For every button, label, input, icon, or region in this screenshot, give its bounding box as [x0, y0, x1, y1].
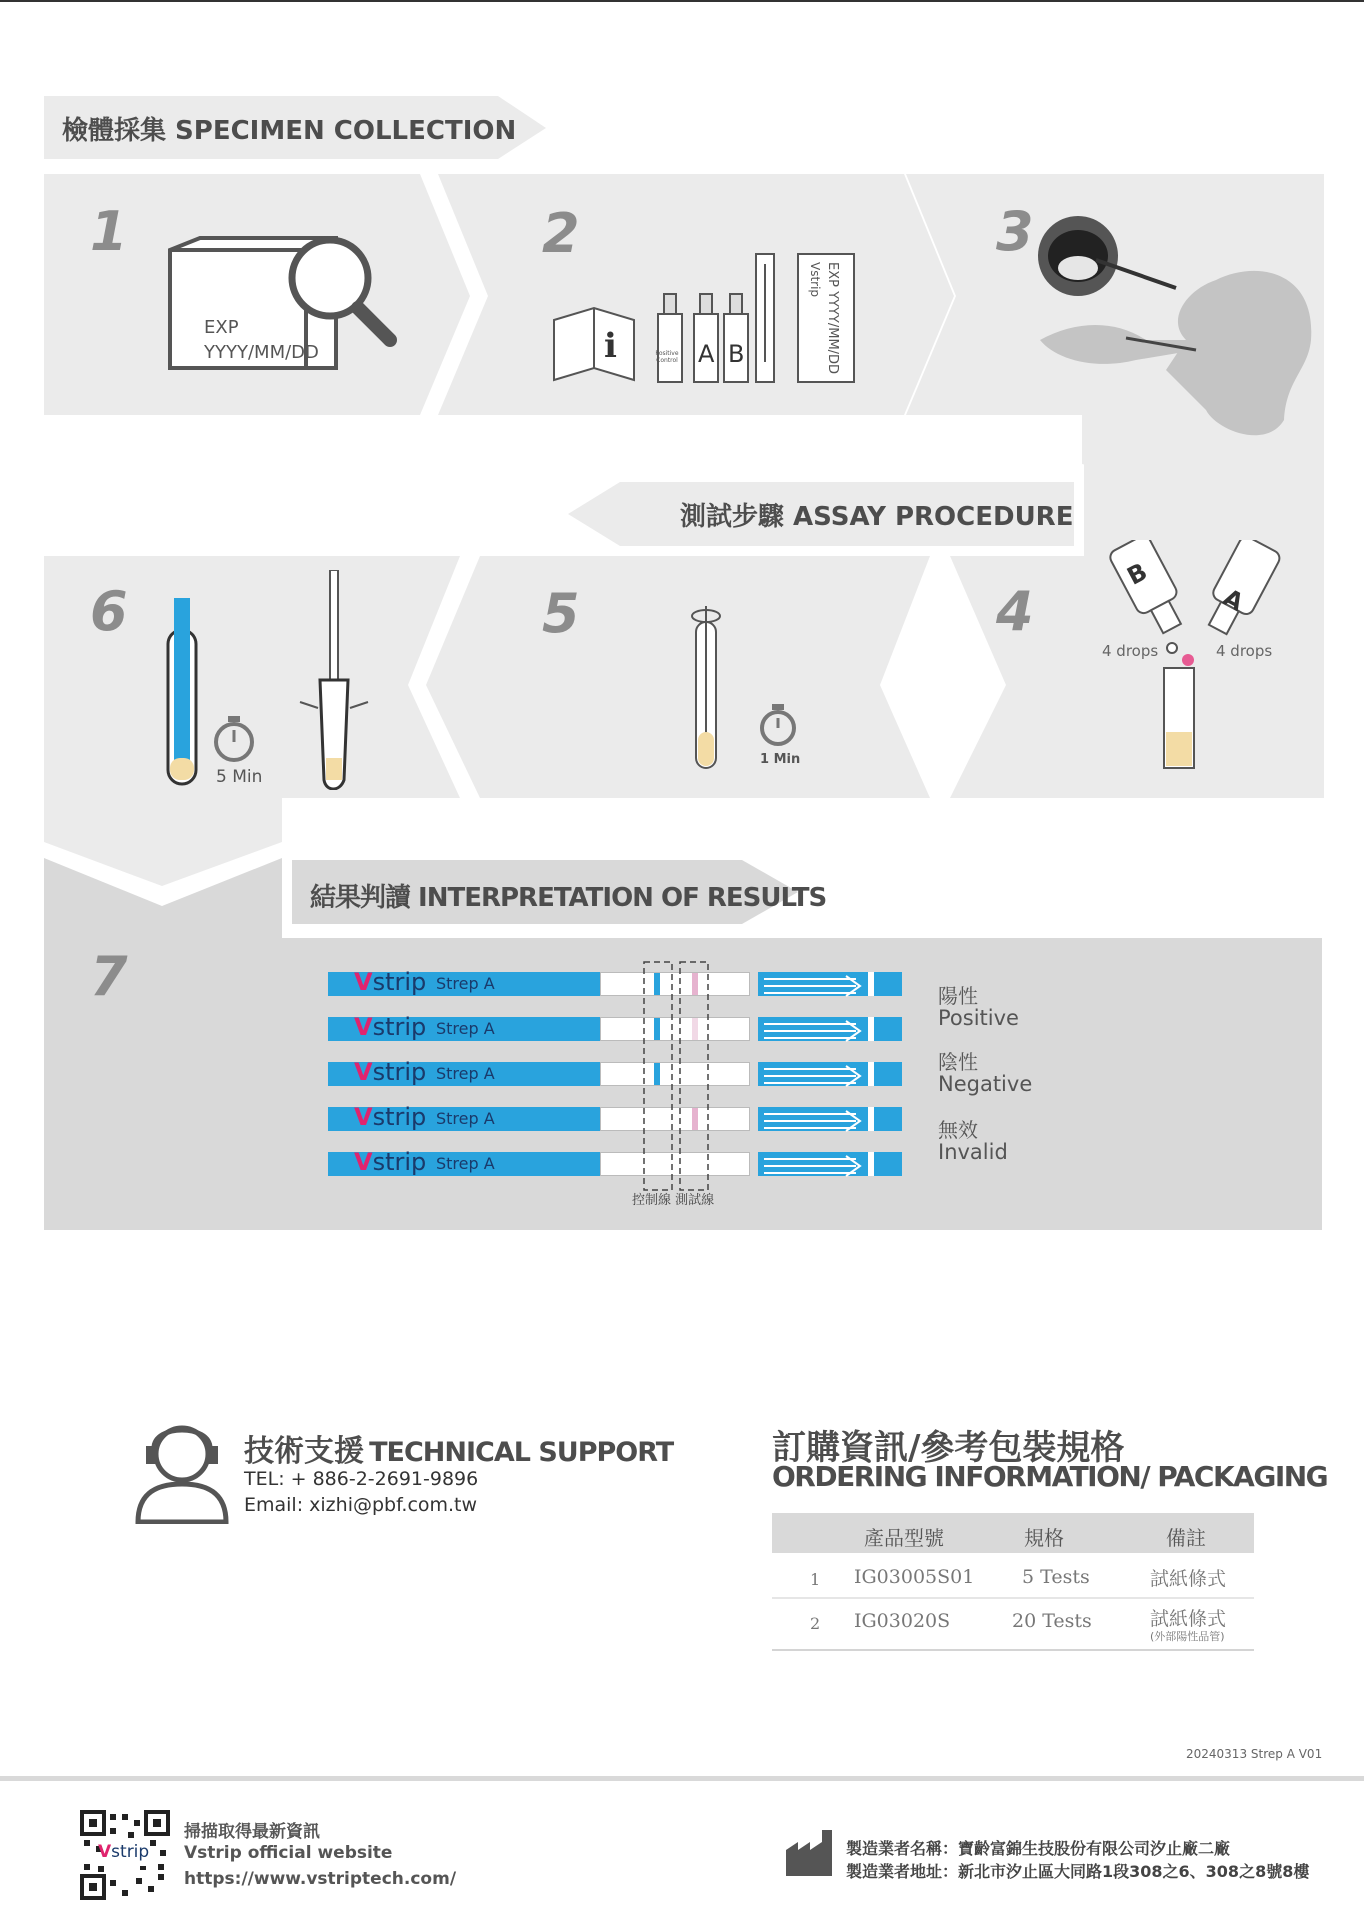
pouch-brand: Vstrip: [808, 262, 822, 298]
strip-name: Strep A: [436, 974, 495, 993]
manufacturer-address: 製造業者地址：新北市汐止區大同路1段308之6、308之8號8樓: [846, 1862, 1310, 1881]
one-minute-label: 1 Min: [760, 752, 801, 767]
negative-label-zh: 陰性: [938, 1050, 978, 1074]
support-title: [244, 1426, 673, 1470]
qr-brand-rest: strip: [111, 1842, 150, 1862]
test-line: [692, 1018, 698, 1040]
strip-in-tube-icon: [160, 570, 380, 790]
website-link[interactable]: https://www.vstriptech.com/: [184, 1869, 457, 1889]
row-2-code: IG03020S: [854, 1610, 951, 1632]
vial-a-label: A: [698, 340, 715, 368]
exp-date: YYYY/MM/DD: [204, 342, 319, 363]
row-2-spec: 20 Tests: [1012, 1610, 1092, 1632]
step-3-number: 3: [996, 200, 1034, 263]
row-1-no: 1: [810, 1570, 821, 1589]
version-code: 20240313 Strep A V01: [1186, 1747, 1323, 1761]
support-title-en: TECHNICAL SUPPORT: [369, 1437, 674, 1468]
assay-procedure-title: 測試步驟 ASSAY PROCEDURE: [680, 502, 1074, 532]
support-agent-icon: [134, 1418, 230, 1524]
test-line: [692, 1108, 698, 1130]
ordering-title-en: ORDERING INFORMATION/ PACKAGING: [772, 1460, 1328, 1493]
strip-name: Strep A: [436, 1154, 495, 1173]
step-1-number: 1: [90, 200, 128, 263]
bottle-b-label: B: [1122, 557, 1152, 591]
throat-swab-icon: [1036, 210, 1326, 460]
step-2-number: 2: [542, 202, 580, 265]
strip-brand: Vstrip: [354, 968, 427, 996]
factory-icon: [784, 1828, 838, 1878]
row-1-spec: 5 Tests: [1022, 1566, 1090, 1588]
step-4-number: 4: [996, 580, 1034, 643]
control-line: [654, 1063, 660, 1085]
test-line: [692, 973, 698, 995]
strip-brand: Vstrip: [354, 1103, 427, 1131]
row-2-subnote: (外部陽性品管): [1150, 1630, 1225, 1643]
vial-b-label: B: [728, 340, 745, 368]
positive-label-en: Positive: [938, 1006, 1019, 1030]
pouch-exp: EXP YYYY/MM/DD: [825, 262, 840, 375]
strip-arrow: [758, 972, 902, 996]
control-line: [654, 1018, 660, 1040]
qr-brand-logo: Vstrip: [98, 1842, 150, 1862]
swab-rotate-tube-icon: [686, 604, 816, 770]
strip-name: Strep A: [436, 1064, 495, 1083]
manufacturer-name: 製造業者名稱：寶齡富錦生技股份有限公司汐止廠二廠: [846, 1839, 1231, 1858]
header-note: 備註: [1166, 1526, 1206, 1550]
result-strip-positive-faint: [328, 1013, 902, 1041]
strip-name: Strep A: [436, 1109, 495, 1128]
support-title-zh: 技術支援: [244, 1434, 364, 1469]
positive-label-zh: 陽性: [938, 984, 978, 1008]
row-2-note: 試紙條式: [1150, 1608, 1227, 1630]
row-2-no: 2: [810, 1614, 821, 1633]
row-1-note: 試紙條式: [1150, 1568, 1227, 1590]
result-strip-positive: [328, 968, 902, 996]
support-phone[interactable]: TEL: + 886-2-2691-9896: [244, 1468, 479, 1490]
control-vial-label: Positive Control: [655, 350, 679, 364]
specimen-collection-title: 檢體採集 SPECIMEN COLLECTION: [62, 116, 517, 146]
strip-name: Strep A: [436, 1019, 495, 1038]
control-line: [654, 973, 660, 995]
invalid-label-en: Invalid: [938, 1140, 1008, 1164]
step-6-number: 6: [90, 580, 128, 643]
exp-label: EXP: [204, 317, 239, 338]
scan-label-en: Vstrip official website: [184, 1843, 393, 1863]
step-7-number: 7: [90, 945, 128, 1008]
result-strip-negative: [328, 1058, 902, 1086]
five-minute-label: 5 Min: [216, 767, 263, 787]
header-product-code: 產品型號: [864, 1526, 944, 1550]
scan-label-zh: 掃描取得最新資訊: [184, 1822, 320, 1842]
header-spec: 規格: [1024, 1526, 1064, 1550]
support-email[interactable]: Email: xizhi@pbf.com.tw: [244, 1494, 478, 1516]
strip-brand: Vstrip: [354, 1013, 427, 1041]
ordering-title-zh: 訂購資訊/參考包裝規格: [772, 1428, 1125, 1468]
right-drops-label: 4 drops: [1216, 642, 1273, 660]
info-leaflet-icon: i: [604, 326, 617, 366]
strip-arrow: [758, 1107, 902, 1131]
row-1-code: IG03005S01: [854, 1566, 975, 1588]
left-drops-label: 4 drops: [1102, 642, 1159, 660]
result-strip-invalid-2: [328, 1148, 902, 1176]
step-5-number: 5: [542, 582, 580, 645]
negative-label-en: Negative: [938, 1072, 1033, 1096]
bottle-a-label: A: [1218, 583, 1249, 617]
strip-brand: Vstrip: [354, 1058, 427, 1086]
strip-arrow: [758, 1017, 902, 1041]
strip-arrow: [758, 1062, 902, 1086]
interpretation-title: 結果判讀 INTERPRETATION OF RESULTS: [310, 883, 827, 913]
result-strip-invalid-1: [328, 1103, 902, 1131]
strip-brand: Vstrip: [354, 1148, 427, 1176]
strip-arrow: [758, 1152, 902, 1176]
invalid-label-zh: 無效: [938, 1118, 978, 1142]
line-labels: 控制線 測試線: [632, 1193, 715, 1208]
